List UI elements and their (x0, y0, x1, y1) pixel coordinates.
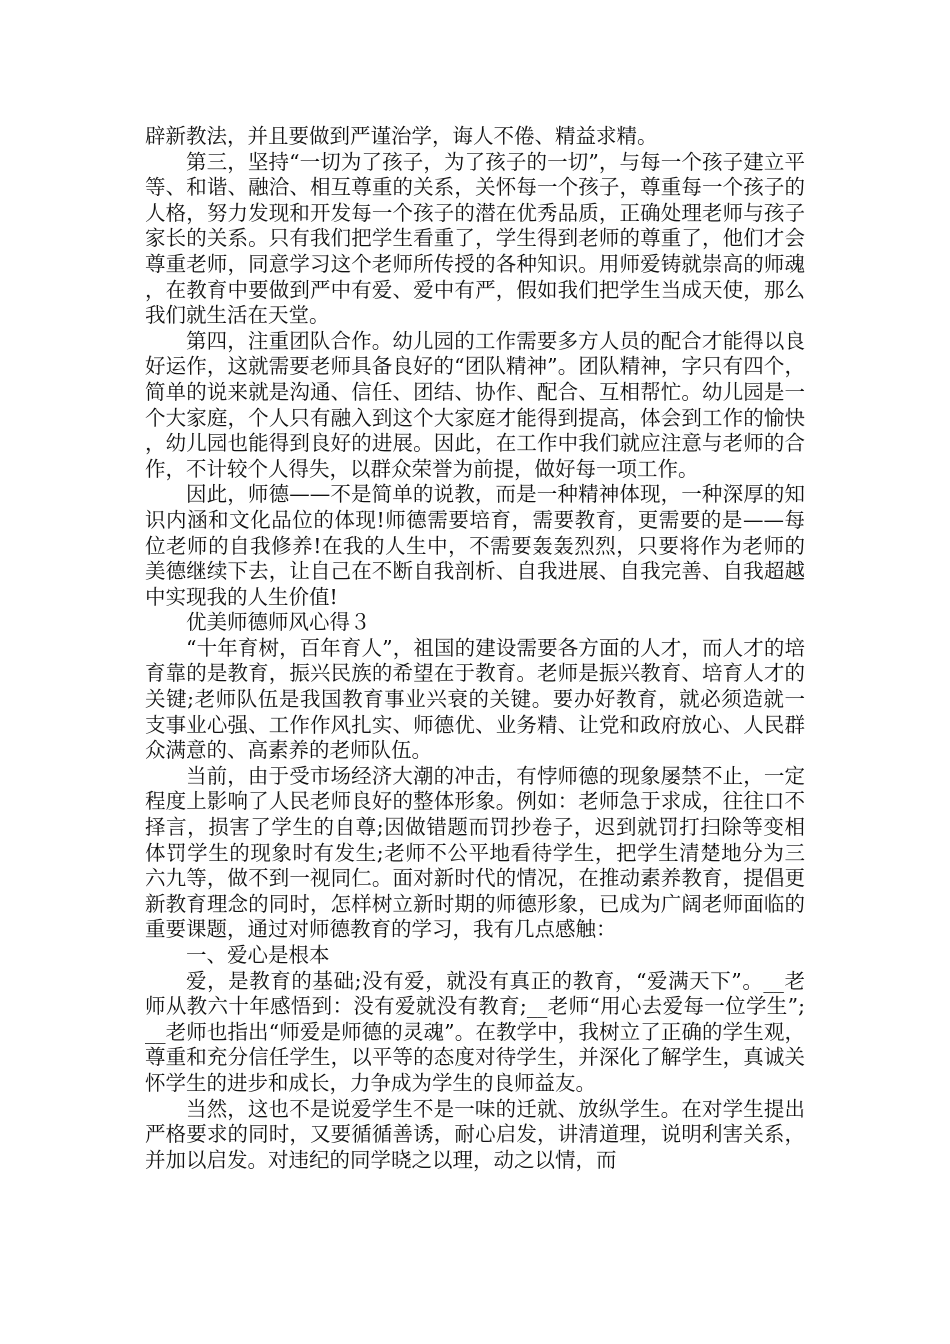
paragraph-3: 第四，注重团队合作。幼儿园的工作需要多方人员的配合才能得以良好运作，这就需要老师具备良好的“团队精神”。团队精神，字只有四个，简单的说来就是沟通、信任、团结、协作、配合、互相帮忙。幼儿园是一个大家庭，个人只有融入到这个大家庭才能得到提高，体会到工作的愉快，幼儿园也能得到良好的进展。因此，在工作中我们就应注意与老师的合作，不计较个人得失，以群众荣誉为前提，做好每一项工作。 (145, 328, 805, 481)
paragraph-6: 当前，由于受市场经济大潮的冲击，有悖师德的现象屡禁不止，一定程度上影响了人民老师良好的整体形象。例如：老师急于求成，往往口不择言，损害了学生的自尊;因做错题而罚抄卷子，迟到就罚打扫除等变相体罚学生的现象时有发生;老师不公平地看待学生，把学生清楚地分为三六九等，做不到一视同仁。面对新时代的情况，在推动素养教育，提倡更新教育理念的同时，怎样树立新时期的师德形象，已成为广阔老师面临的重要课题，通过对师德教育的学习，我有几点感触： (145, 763, 805, 942)
paragraph-4: 因此，师德——不是简单的说教，而是一种精神体现，一种深厚的知识内涵和文化品位的体现!师德需要培育，需要教育，更需要的是——每位老师的自我修养!在我的人生中，不需要轰轰烈烈，只要将作为老师的美德继续下去，让自己在不断自我剖析、自我进展、自我完善、自我超越中实现我的人生价值! (145, 482, 805, 609)
paragraph-1: 辟新教法，并且要做到严谨治学，诲人不倦、精益求精。 (145, 124, 658, 148)
paragraph-8: 当然，这也不是说爱学生不是一味的迁就、放纵学生。在对学生提出严格要求的同时，又要循循善诱，耐心启发，讲清道理，说明利害关系，并加以启发。对违纪的同学晓之以理，动之以情，而 (145, 1096, 805, 1172)
paragraph-5: “十年育树，百年育人”，祖国的建设需要各方面的人才，而人才的培育靠的是教育，振兴民族的希望在于教育。老师是振兴教育、培育人才的关键;老师队伍是我国教育事业兴衰的关键。要办好教育，就必须造就一支事业心强、工作作风扎实、师德优、业务精、让党和政府放心、人民群众满意的、高素养的老师队伍。 (145, 635, 805, 763)
document-page (145, 124, 805, 1173)
paragraph-7: 爱，是教育的基础;没有爱，就没有真正的教育，“爱满天下”。__老师从教六十年感悟到：没有爱就没有教育;__老师“用心去爱每一位学生”;__老师也指出“师爱是师德的灵魂”。在教学中，我树立了正确的学生观，尊重和充分信任学生，以平等的态度对待学生，并深化了解学生，真诚关怀学生的进步和成长，力争成为学生的良师益友。 (145, 968, 805, 1095)
paragraph-2: 第三，坚持“一切为了孩子，为了孩子的一切”，与每一个孩子建立平等、和谐、融洽、相互尊重的关系，关怀每一个孩子，尊重每一个孩子的人格，努力发现和开发每一个孩子的潜在优秀品质，正确处理老师与孩子家长的关系。只有我们把学生看重了，学生得到老师的尊重了，他们才会尊重老师，同意学习这个老师所传授的各种知识。用师爱铸就崇高的师魂，在教育中要做到严中有爱、爱中有严，假如我们把学生当成天使，那么我们就生活在天堂。 (145, 149, 805, 328)
subheading-love: 一、爱心是根本 (186, 943, 330, 967)
section-heading-3: 优美师德师风心得３ (186, 610, 371, 635)
